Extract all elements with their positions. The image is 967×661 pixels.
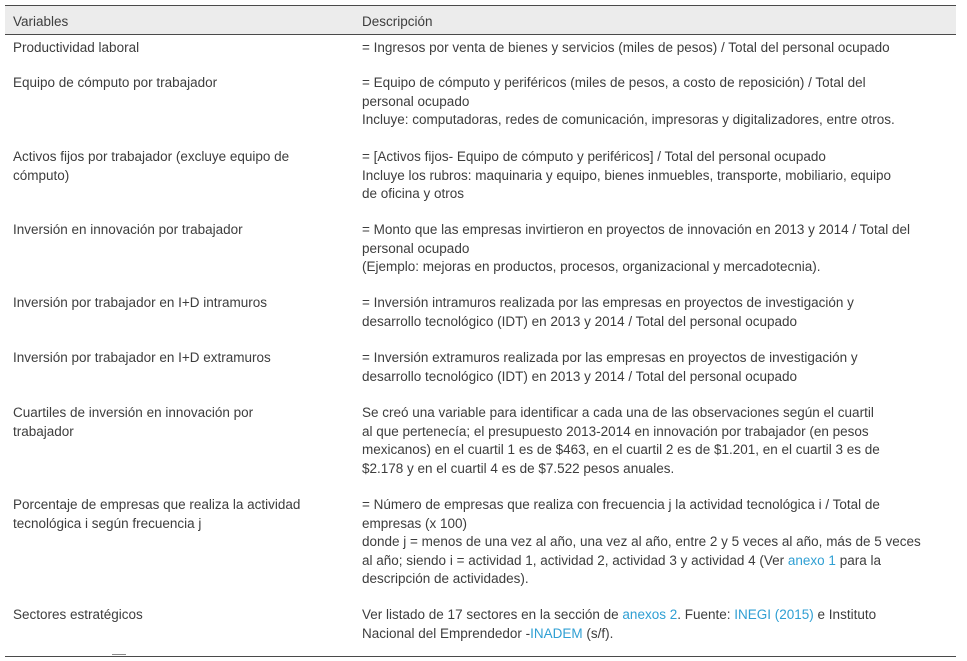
row-variable: Productividad laboral [13, 40, 140, 55]
inegi-link[interactable]: INEGI (2015) [734, 607, 814, 622]
table-header [5, 6, 956, 35]
header-variables: Variables [13, 14, 69, 29]
row-variable: Cuartiles de inversión en innovación por trabajador [13, 405, 254, 439]
row-variable: Inversión por trabajador en I+D extramuros [13, 350, 271, 365]
footnote-mark [112, 654, 126, 656]
row-variable: Equipo de cómputo por trabajador [13, 75, 218, 90]
anexo-1-link[interactable]: anexo 1 [787, 552, 836, 568]
row-variable: Activos fijos por trabajador (excluye equipo de cómputo) [13, 149, 290, 183]
row-description: = [Activos fijos- Equipo de cómputo y periféricos] / Total del personal ocupado Incluye los rubros: maquinaria y equipo, bienes inmuebles, transporte, mobiliario, equipo de oficina y otros [362, 149, 892, 201]
row-description: = Equipo de cómputo y periféricos (miles de pesos, a costo de reposición) / Total del personal ocupado Incluye: computadoras, redes de comunicación, impresoras y digitalizadores, entre otros. [362, 75, 895, 127]
row-variable: Sectores estratégicos [13, 607, 143, 622]
row-description: = Inversión intramuros realizada por las empresas en proyectos de investigación y desarrollo tecnológico (IDT) en 2013 y 2014 / Total del personal ocupado [362, 295, 854, 329]
anexos-2-link[interactable]: anexos 2 [622, 607, 678, 622]
row-description: Se creó una variable para identificar a cada una de las observaciones según el cuartil al que pertenecía; el presupuesto 2013-2014 en innovación por trabajador (en pesos mexicanos) en el cuartil 1 es de $463, en el cuartil 2 es de $1.201, en el cuartil 3 es de $2.178 y en el cuartil 4 es de $7.522 pesos anuales. [362, 405, 880, 476]
row-variable: Inversión por trabajador en I+D intramuros [13, 295, 268, 310]
header-descripcion: Descripción [362, 14, 433, 29]
row-description: Ver listado de 17 sectores en la sección de anexos 2. Fuente: INEGI (2015) e Instituto Nacional del Emprendedor -INADEM (s/f). [362, 607, 877, 641]
row-description: = Ingresos por venta de bienes y servicios (miles de pesos) / Total del personal ocupado [362, 40, 890, 55]
row-description: = Número de empresas que realiza con frecuencia j la actividad tecnológica i / Total de empresas (x 100) donde j = menos de una vez al año, una vez al año, entre 2 y 5 veces al año, más de 5 veces al año; siendo i = actividad 1, actividad 2, actividad 3 y actividad 4 (Ver anexo 1 para la descripción de actividades). [362, 497, 921, 586]
variables-table [5, 5, 956, 657]
row-description: = Monto que las empresas invirtieron en proyectos de innovación en 2013 y 2014 / Total del personal ocupado (Ejemplo: mejoras en productos, procesos, organizacional y mercadotecnia). [362, 222, 910, 274]
inadem-link[interactable]: INADEM [530, 625, 583, 641]
row-description: = Inversión extramuros realizada por las empresas en proyectos de investigación y desarrollo tecnológico (IDT) en 2013 y 2014 / Total del personal ocupado [362, 350, 858, 384]
row-variable: Porcentaje de empresas que realiza la actividad tecnológica i según frecuencia j [13, 497, 301, 531]
row-variable: Inversión en innovación por trabajador [13, 222, 243, 237]
